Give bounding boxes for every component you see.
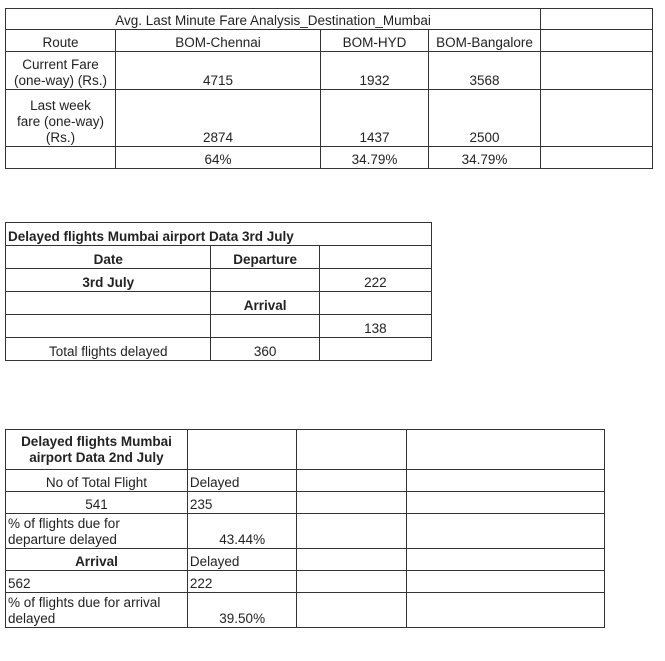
total-flight-header: No of Total Flight	[6, 470, 188, 492]
empty-cell	[319, 292, 431, 315]
empty-cell	[297, 430, 407, 470]
title-line: Delayed flights Mumbai	[21, 433, 172, 449]
last-week-fare-bangalore: 2500	[429, 90, 541, 147]
route-header: Route	[6, 30, 116, 52]
label-line: (one-way) (Rs.)	[13, 73, 107, 88]
title-line: airport Data 2nd July	[29, 449, 164, 465]
empty-cell	[211, 315, 319, 338]
empty-cell	[541, 52, 653, 90]
label-line: fare (one-way)	[16, 114, 105, 129]
empty-cell	[187, 430, 297, 470]
empty-cell	[211, 269, 319, 292]
empty-cell	[297, 571, 407, 593]
empty-cell	[297, 593, 407, 628]
empty-cell	[6, 315, 211, 338]
last-week-fare-chennai: 2874	[116, 90, 321, 147]
label-line: % of flights due for	[8, 516, 120, 531]
empty-cell	[541, 30, 653, 52]
label-line: delayed	[8, 611, 56, 626]
empty-cell	[407, 571, 605, 593]
delayed-3rd-july-table	[5, 222, 432, 361]
arrival-delayed-header: Delayed	[187, 549, 297, 571]
delay-2nd-title	[6, 430, 188, 470]
pct-hyd: 34.79%	[321, 147, 429, 169]
empty-cell	[6, 147, 116, 169]
departure-header: Departure	[211, 246, 319, 269]
empty-cell	[407, 430, 605, 470]
empty-cell	[541, 9, 653, 30]
empty-cell	[297, 514, 407, 549]
delayed-2nd-july-table	[5, 429, 605, 628]
date-header: Date	[6, 246, 211, 269]
fare-table-title: Avg. Last Minute Fare Analysis_Destination_Mumbai	[6, 9, 541, 30]
empty-cell	[319, 338, 431, 361]
empty-cell	[297, 492, 407, 514]
label-line: Current Fare	[22, 57, 99, 72]
departure-pct-value: 43.44%	[187, 514, 297, 549]
last-week-fare-hyd: 1437	[321, 90, 429, 147]
empty-cell	[541, 147, 653, 169]
current-fare-hyd: 1932	[321, 52, 429, 90]
arrival-pct-value: 39.50%	[187, 593, 297, 628]
departure-total-value: 541	[6, 492, 188, 514]
empty-cell	[407, 593, 605, 628]
empty-cell	[541, 90, 653, 147]
departure-value: 222	[319, 269, 431, 292]
date-value: 3rd July	[6, 269, 211, 292]
col-header-bom-hyd: BOM-HYD	[321, 30, 429, 52]
label-line: (Rs.)	[45, 130, 76, 145]
total-delayed-value: 360	[211, 338, 319, 361]
empty-cell	[6, 292, 211, 315]
current-fare-bangalore: 3568	[429, 52, 541, 90]
total-delayed-label: Total flights delayed	[6, 338, 211, 361]
col-header-bom-bangalore: BOM-Bangalore	[429, 30, 541, 52]
col-header-bom-chennai: BOM-Chennai	[116, 30, 321, 52]
pct-bangalore: 34.79%	[429, 147, 541, 169]
delay-3rd-title: Delayed flights Mumbai airport Data 3rd July	[6, 223, 432, 246]
arrival-value: 138	[319, 315, 431, 338]
empty-cell	[297, 549, 407, 571]
empty-cell	[407, 549, 605, 571]
arrival-total-value: 562	[6, 571, 188, 593]
fare-analysis-table	[5, 8, 653, 169]
last-week-fare-label	[6, 90, 116, 147]
empty-cell	[407, 470, 605, 492]
empty-cell	[407, 492, 605, 514]
arrival-header: Arrival	[6, 549, 188, 571]
pct-chennai: 64%	[116, 147, 321, 169]
arrival-delayed-value: 222	[187, 571, 297, 593]
empty-cell	[297, 470, 407, 492]
label-line: Last week	[30, 98, 91, 113]
arrival-pct-label	[6, 593, 188, 628]
label-line: departure delayed	[8, 532, 117, 547]
label-line: % of flights due for arrival	[8, 595, 161, 610]
current-fare-label	[6, 52, 116, 90]
empty-cell	[407, 514, 605, 549]
current-fare-chennai: 4715	[116, 52, 321, 90]
delayed-header: Delayed	[187, 470, 297, 492]
empty-cell	[319, 246, 431, 269]
departure-delayed-value: 235	[187, 492, 297, 514]
arrival-header: Arrival	[211, 292, 319, 315]
departure-pct-label	[6, 514, 188, 549]
